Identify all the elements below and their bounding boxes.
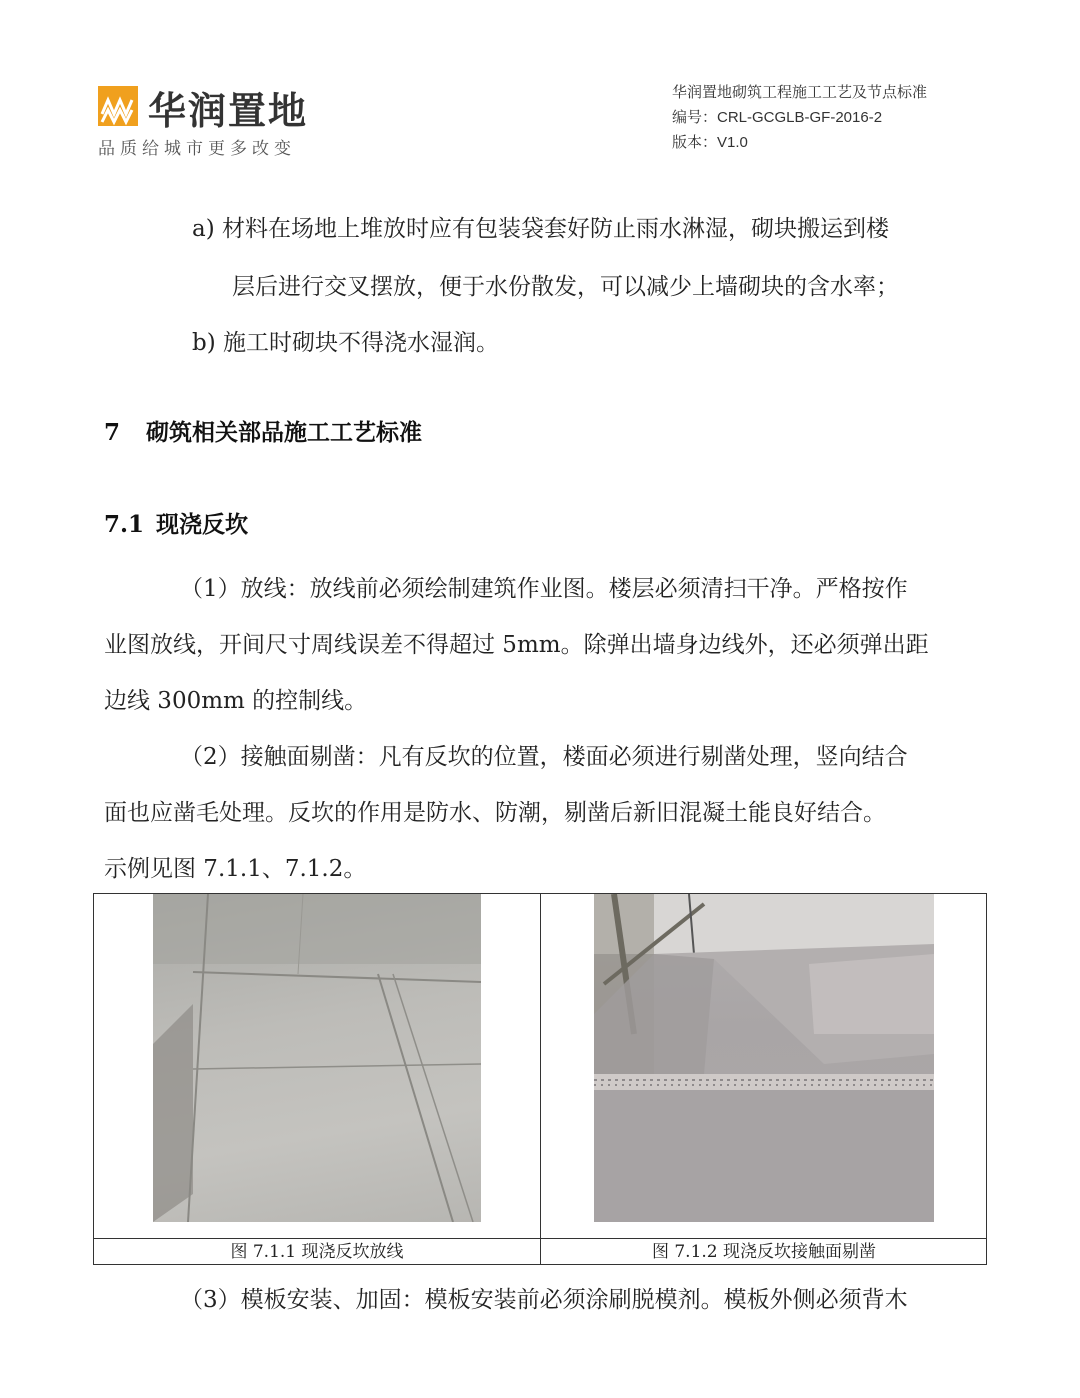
list-item-b: b) 施工时砌块不得浇水湿润。 xyxy=(192,330,500,356)
figure-caption-1: 图 7.1.1 现浇反坎放线 xyxy=(230,1242,404,1262)
paragraph-1-line-3: 边线 300mm 的控制线。 xyxy=(104,688,368,714)
paragraph-2-line-2: 面也应凿毛处理。反坎的作用是防水、防潮，剔凿后新旧混凝土能良好结合。 xyxy=(104,800,886,826)
section-number: 7 xyxy=(104,419,121,446)
paragraph-2-line-3: 示例见图 7.1.1、7.1.2。 xyxy=(104,856,367,882)
caption-row-divider xyxy=(94,1238,986,1239)
logo-slogan: 品质给城市更多改变 xyxy=(98,139,296,159)
paragraph-3-line-1: （3）模板安装、加固：模板安装前必须涂刷脱模剂。模板外侧必须背木 xyxy=(180,1287,908,1313)
photo-curb-layout-drawing xyxy=(153,894,481,1222)
document-meta xyxy=(672,80,927,155)
document-title: 华润置地砌筑工程施工工艺及节点标准 xyxy=(672,84,928,101)
paragraph-1-line-2: 业图放线，开间尺寸周线误差不得超过 5mm。除弹出墙身边线外，还必须弹出距 xyxy=(104,632,929,658)
section-title: 砌筑相关部品施工工艺标准 xyxy=(146,419,422,446)
subsection-title: 现浇反坎 xyxy=(156,511,248,538)
list-item-a-line2: 层后进行交叉摆放，便于水份散发，可以减少上墙砌块的含水率； xyxy=(232,274,899,300)
section-heading xyxy=(104,414,422,447)
list-item-a-line1: a) 材料在场地上堆放时应有包装袋套好防止雨水淋湿，砌块搬运到楼 xyxy=(192,216,889,242)
figure-divider xyxy=(540,894,541,1264)
photo-curb-layout xyxy=(153,894,481,1222)
photo-curb-chiseling-drawing xyxy=(594,894,934,1222)
document-number: 编号：CRL-GCGLB-GF-2016-2 xyxy=(672,109,883,126)
figure-table xyxy=(93,893,987,1265)
logo-name: 华润置地 xyxy=(148,89,309,133)
figure-caption-2: 图 7.1.2 现浇反坎接触面剔凿 xyxy=(651,1242,877,1262)
subsection-heading xyxy=(104,506,248,539)
paragraph-1-line-1: （1）放线：放线前必须绘制建筑作业图。楼层必须清扫干净。严格按作 xyxy=(180,576,908,602)
document-version: 版本：V1.0 xyxy=(672,134,748,151)
paragraph-2-line-1: （2）接触面剔凿：凡有反坎的位置，楼面必须进行剔凿处理，竖向结合 xyxy=(180,744,908,770)
subsection-number: 7.1 xyxy=(104,511,145,538)
logo-mark-icon xyxy=(98,86,138,126)
photo-curb-chiseling xyxy=(594,894,934,1222)
